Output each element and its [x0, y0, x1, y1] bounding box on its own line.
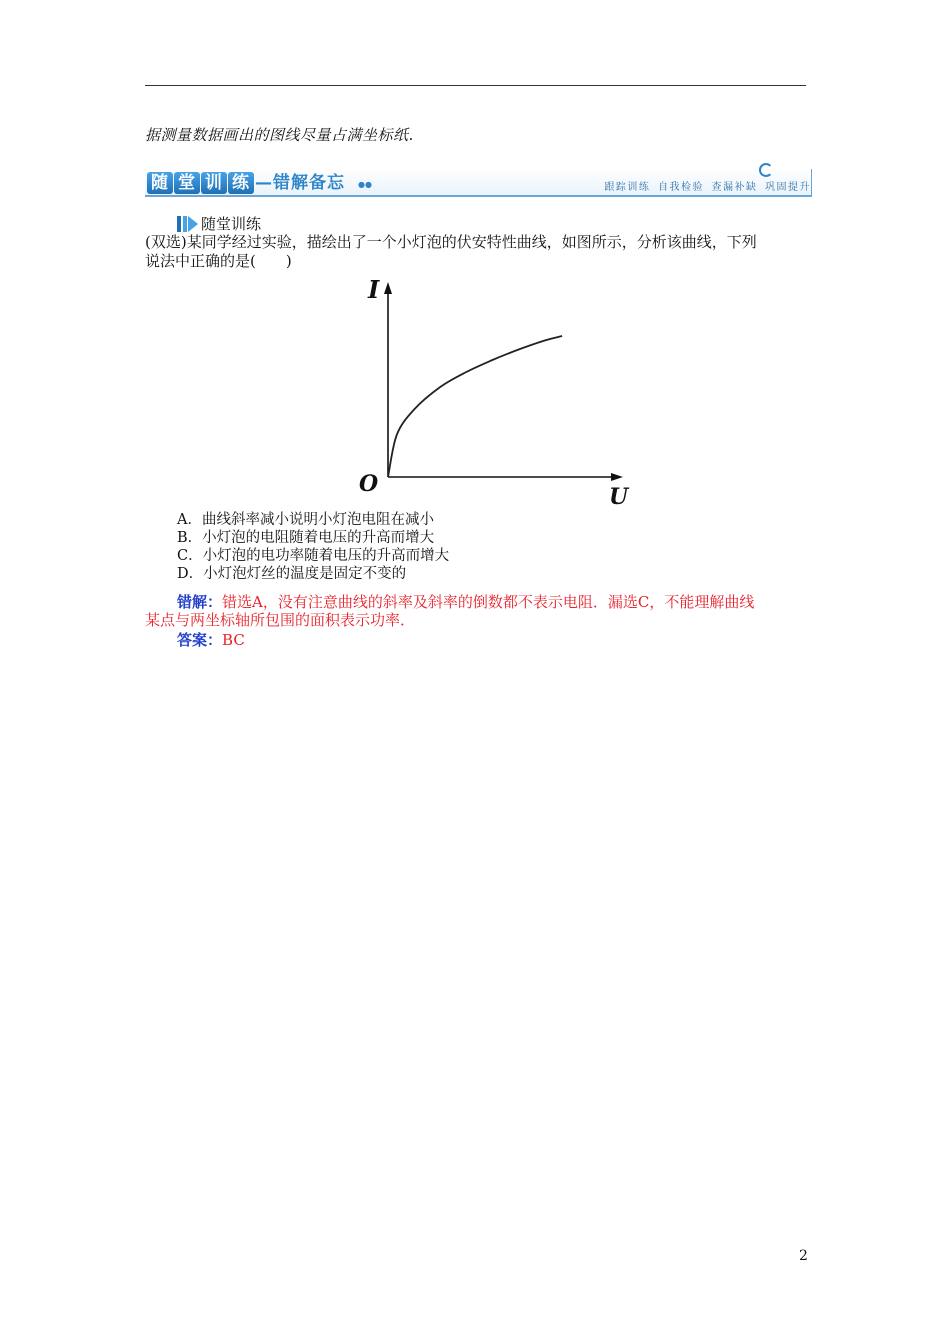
option-b: B．小灯泡的电阻随着电压的升高而增大 — [177, 530, 435, 546]
page-number: 2 — [799, 1248, 808, 1264]
section-banner — [145, 163, 813, 197]
banner-title-suffix: —错解备忘 — [255, 173, 345, 193]
banner-box-char: 训 — [201, 172, 227, 194]
option-d: D．小灯泡灯丝的温度是固定不变的 — [177, 566, 407, 582]
explanation — [145, 593, 815, 629]
question-line-2: 说法中正确的是( ) — [145, 252, 292, 270]
answer-label: 答案： — [177, 631, 223, 649]
explanation-label: 错解： — [177, 593, 223, 611]
section-marker-icon — [177, 216, 198, 232]
iv-curve-chart — [355, 270, 645, 510]
section-label-text: 随堂训练 — [201, 215, 262, 233]
section-label — [177, 213, 261, 234]
options-list — [177, 511, 449, 583]
x-axis-arrow-icon — [611, 473, 623, 481]
origin-label: O — [359, 471, 379, 497]
y-axis-arrow-icon — [384, 282, 392, 294]
banner-title — [147, 172, 345, 194]
banner-dots-icon: ●● — [358, 180, 372, 189]
swirl-icon — [759, 163, 773, 177]
question-line-1: (双选)某同学经过实验，描绘出了一个小灯泡的伏安特性曲线，如图所示，分析该曲线，下列 — [145, 233, 757, 251]
x-axis-label: U — [609, 484, 629, 510]
banner-box-char: 随 — [147, 172, 173, 194]
answer — [177, 629, 245, 650]
option-c: C．小灯泡的电功率随着电压的升高而增大 — [177, 548, 450, 564]
banner-box-char: 练 — [228, 172, 254, 194]
banner-right-text: 跟踪训练 自我检验 查漏补缺 巩固提升 — [604, 182, 811, 193]
banner-box-char: 堂 — [174, 172, 200, 194]
header-rule — [145, 85, 806, 86]
y-axis-label: I — [368, 275, 380, 304]
explanation-line-1: 错选A，没有注意曲线的斜率及斜率的倒数都不表示电阻．漏选C，不能理解曲线 — [222, 593, 755, 611]
option-a: A．曲线斜率减小说明小灯泡电阻在减小 — [177, 512, 434, 528]
explanation-line-2: 某点与两坐标轴所包围的面积表示功率． — [145, 611, 416, 629]
question-text — [145, 233, 810, 271]
iv-curve-line — [388, 336, 562, 477]
intro-text: 据测量数据画出的图线尽量占满坐标纸. — [145, 126, 414, 144]
answer-value: BC — [222, 631, 245, 649]
